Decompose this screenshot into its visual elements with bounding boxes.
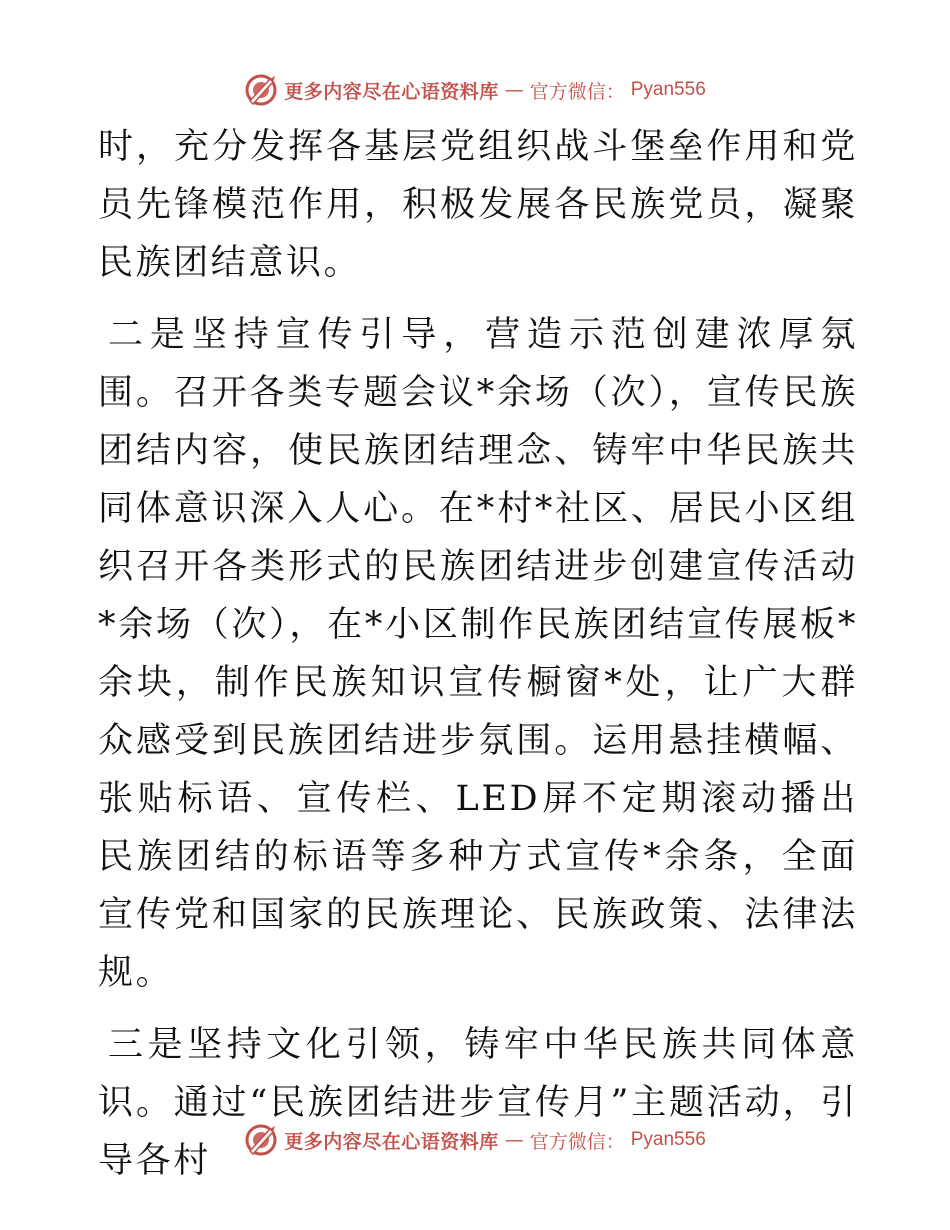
pen-logo-icon [244, 73, 278, 107]
paragraph-3: 三是坚持文化引领，铸牢中华民族共同体意识。通过“民族团结进步宣传月”主题活动，引导各村 [98, 1025, 858, 1181]
watermark-label: 官方微信： [529, 1130, 625, 1153]
paragraph-1: 时，充分发挥各基层党组织战斗堡垒作用和党员先锋模范作用，积极发展各民族党员，凝聚民族团结意识。 [98, 127, 858, 283]
watermark-label: 官方微信： [529, 80, 625, 103]
watermark-dash: — [504, 79, 524, 101]
watermark-wechat-id: Pyan556 [630, 79, 706, 100]
watermark-group [244, 1123, 706, 1157]
watermark-brand: 更多内容尽在心语资料库 [284, 1130, 499, 1153]
watermark-brand: 更多内容尽在心语资料库 [284, 80, 499, 103]
watermark-dash: — [504, 1129, 524, 1151]
pen-logo-icon [244, 1123, 278, 1157]
footer-watermark [0, 1122, 950, 1158]
paragraph-2: 二是坚持宣传引导，营造示范创建浓厚氛围。召开各类专题会议*余场（次），宣传民族团结内容，使民族团结理念、铸牢中华民族共同体意识深入人心。在*村*社区、居民小区组织召开各类形式的民族团结进步创建宣传活动*余场（次），在*小区制作民族团结宣传展板*余块，制作民族知识宣传橱窗*处，让广大群众感受到民族团结进步氛围。运用悬挂横幅、张贴标语、宣传栏、LED屏不定期滚动播出民族团结的标语等多种方式宣传*余条，全面宣传党和国家的民族理论、民族政策、法律法规。 [98, 315, 858, 993]
watermark-wechat-id: Pyan556 [630, 1129, 706, 1150]
body-text [98, 118, 858, 1190]
watermark-group [244, 73, 706, 107]
header-watermark [0, 72, 950, 108]
